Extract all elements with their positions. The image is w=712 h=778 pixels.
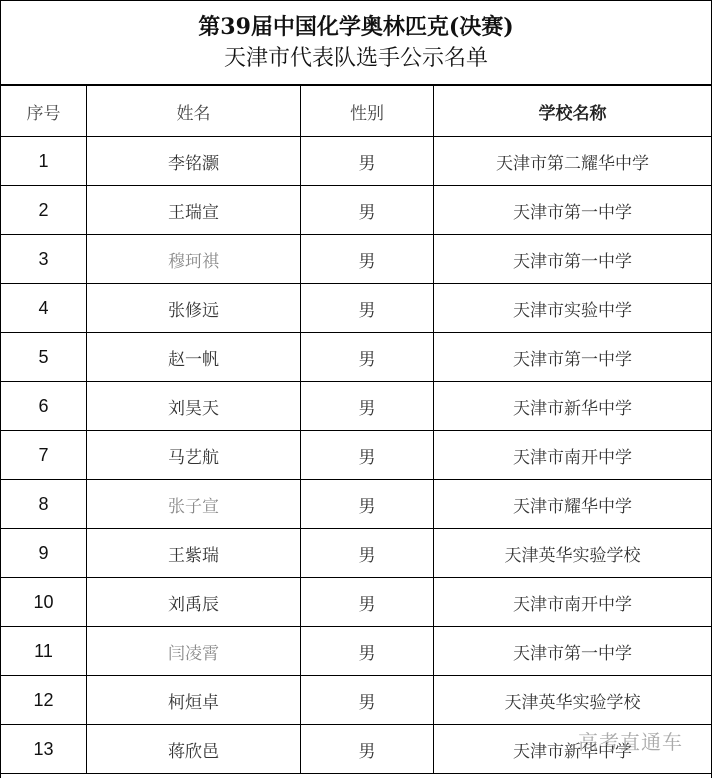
cell-school: 天津市第二耀华中学 — [434, 137, 712, 186]
cell-index: 4 — [1, 284, 87, 333]
table-row — [1, 431, 712, 480]
header-school: 学校名称 — [434, 86, 712, 137]
cell-name: 李铭灏 — [87, 137, 301, 186]
cell-name: 蒋欣邑 — [87, 725, 301, 774]
table-row — [1, 186, 712, 235]
cell-index: 11 — [1, 627, 87, 676]
cell-index: 5 — [1, 333, 87, 382]
cell-name: 马艺航 — [87, 431, 301, 480]
cell-school: 天津市第一中学 — [434, 627, 712, 676]
cell-name: 王紫瑞 — [87, 529, 301, 578]
table-row — [1, 235, 712, 284]
table-row — [1, 284, 712, 333]
cell-gender: 男 — [301, 676, 434, 725]
cell-school: 天津市第一中学 — [434, 186, 712, 235]
table-row — [1, 578, 712, 627]
cell-gender: 男 — [301, 627, 434, 676]
table-row — [1, 676, 712, 725]
cell-school: 天津市耀华中学 — [434, 480, 712, 529]
cell-name: 穆珂祺 — [87, 235, 301, 284]
cell-gender: 男 — [301, 529, 434, 578]
cell-school: 天津市新华中学 — [434, 382, 712, 431]
cell-index: 1 — [1, 137, 87, 186]
cell-index: 10 — [1, 578, 87, 627]
table-row — [1, 627, 712, 676]
cell-school: 天津市新华中学 — [434, 725, 712, 774]
header-gender: 性别 — [301, 86, 434, 137]
cell-name: 刘禹辰 — [87, 578, 301, 627]
cell-index: 8 — [1, 480, 87, 529]
cell-school: 天津英华实验学校 — [434, 529, 712, 578]
title-line-1: 第39届中国化学奥林匹克(决赛) — [198, 13, 514, 40]
cell-name: 赵一帆 — [87, 333, 301, 382]
cell-gender: 男 — [301, 578, 434, 627]
cell-index: 3 — [1, 235, 87, 284]
cell-school: 天津市第一中学 — [434, 235, 712, 284]
cell-school: 天津市南开中学 — [434, 431, 712, 480]
cell-gender: 男 — [301, 431, 434, 480]
cell-index: 13 — [1, 725, 87, 774]
cell-name: 闫凌霄 — [87, 627, 301, 676]
cell-school: 天津市南开中学 — [434, 578, 712, 627]
table-header-row — [1, 86, 712, 137]
title-line-2: 天津市代表队选手公示名单 — [223, 45, 488, 71]
cell-index: 7 — [1, 431, 87, 480]
cell-index: 2 — [1, 186, 87, 235]
cell-index: 12 — [1, 676, 87, 725]
table-row — [1, 137, 712, 186]
cell-gender: 男 — [301, 186, 434, 235]
cell-name: 张子宣 — [87, 480, 301, 529]
cell-gender: 男 — [301, 480, 434, 529]
table-row — [1, 333, 712, 382]
cell-name: 柯烜卓 — [87, 676, 301, 725]
table-row — [1, 529, 712, 578]
cell-name: 刘昊天 — [87, 382, 301, 431]
header-name: 姓名 — [87, 86, 301, 137]
cell-name: 王瑞宣 — [87, 186, 301, 235]
cell-gender: 男 — [301, 284, 434, 333]
cell-index: 6 — [1, 382, 87, 431]
table-row — [1, 480, 712, 529]
cell-index: 9 — [1, 529, 87, 578]
cell-gender: 男 — [301, 725, 434, 774]
table-row — [1, 382, 712, 431]
cell-gender: 男 — [301, 137, 434, 186]
cell-gender: 男 — [301, 333, 434, 382]
watermark: 高考直通车 — [578, 730, 683, 754]
cell-school: 天津市实验中学 — [434, 284, 712, 333]
table-row — [1, 725, 712, 774]
header-index: 序号 — [1, 86, 87, 137]
cell-gender: 男 — [301, 382, 434, 431]
cell-gender: 男 — [301, 235, 434, 284]
document-title — [1, 1, 711, 85]
cell-name: 张修远 — [87, 284, 301, 333]
roster-table — [0, 85, 712, 774]
cell-school: 天津英华实验学校 — [434, 676, 712, 725]
cell-school: 天津市第一中学 — [434, 333, 712, 382]
